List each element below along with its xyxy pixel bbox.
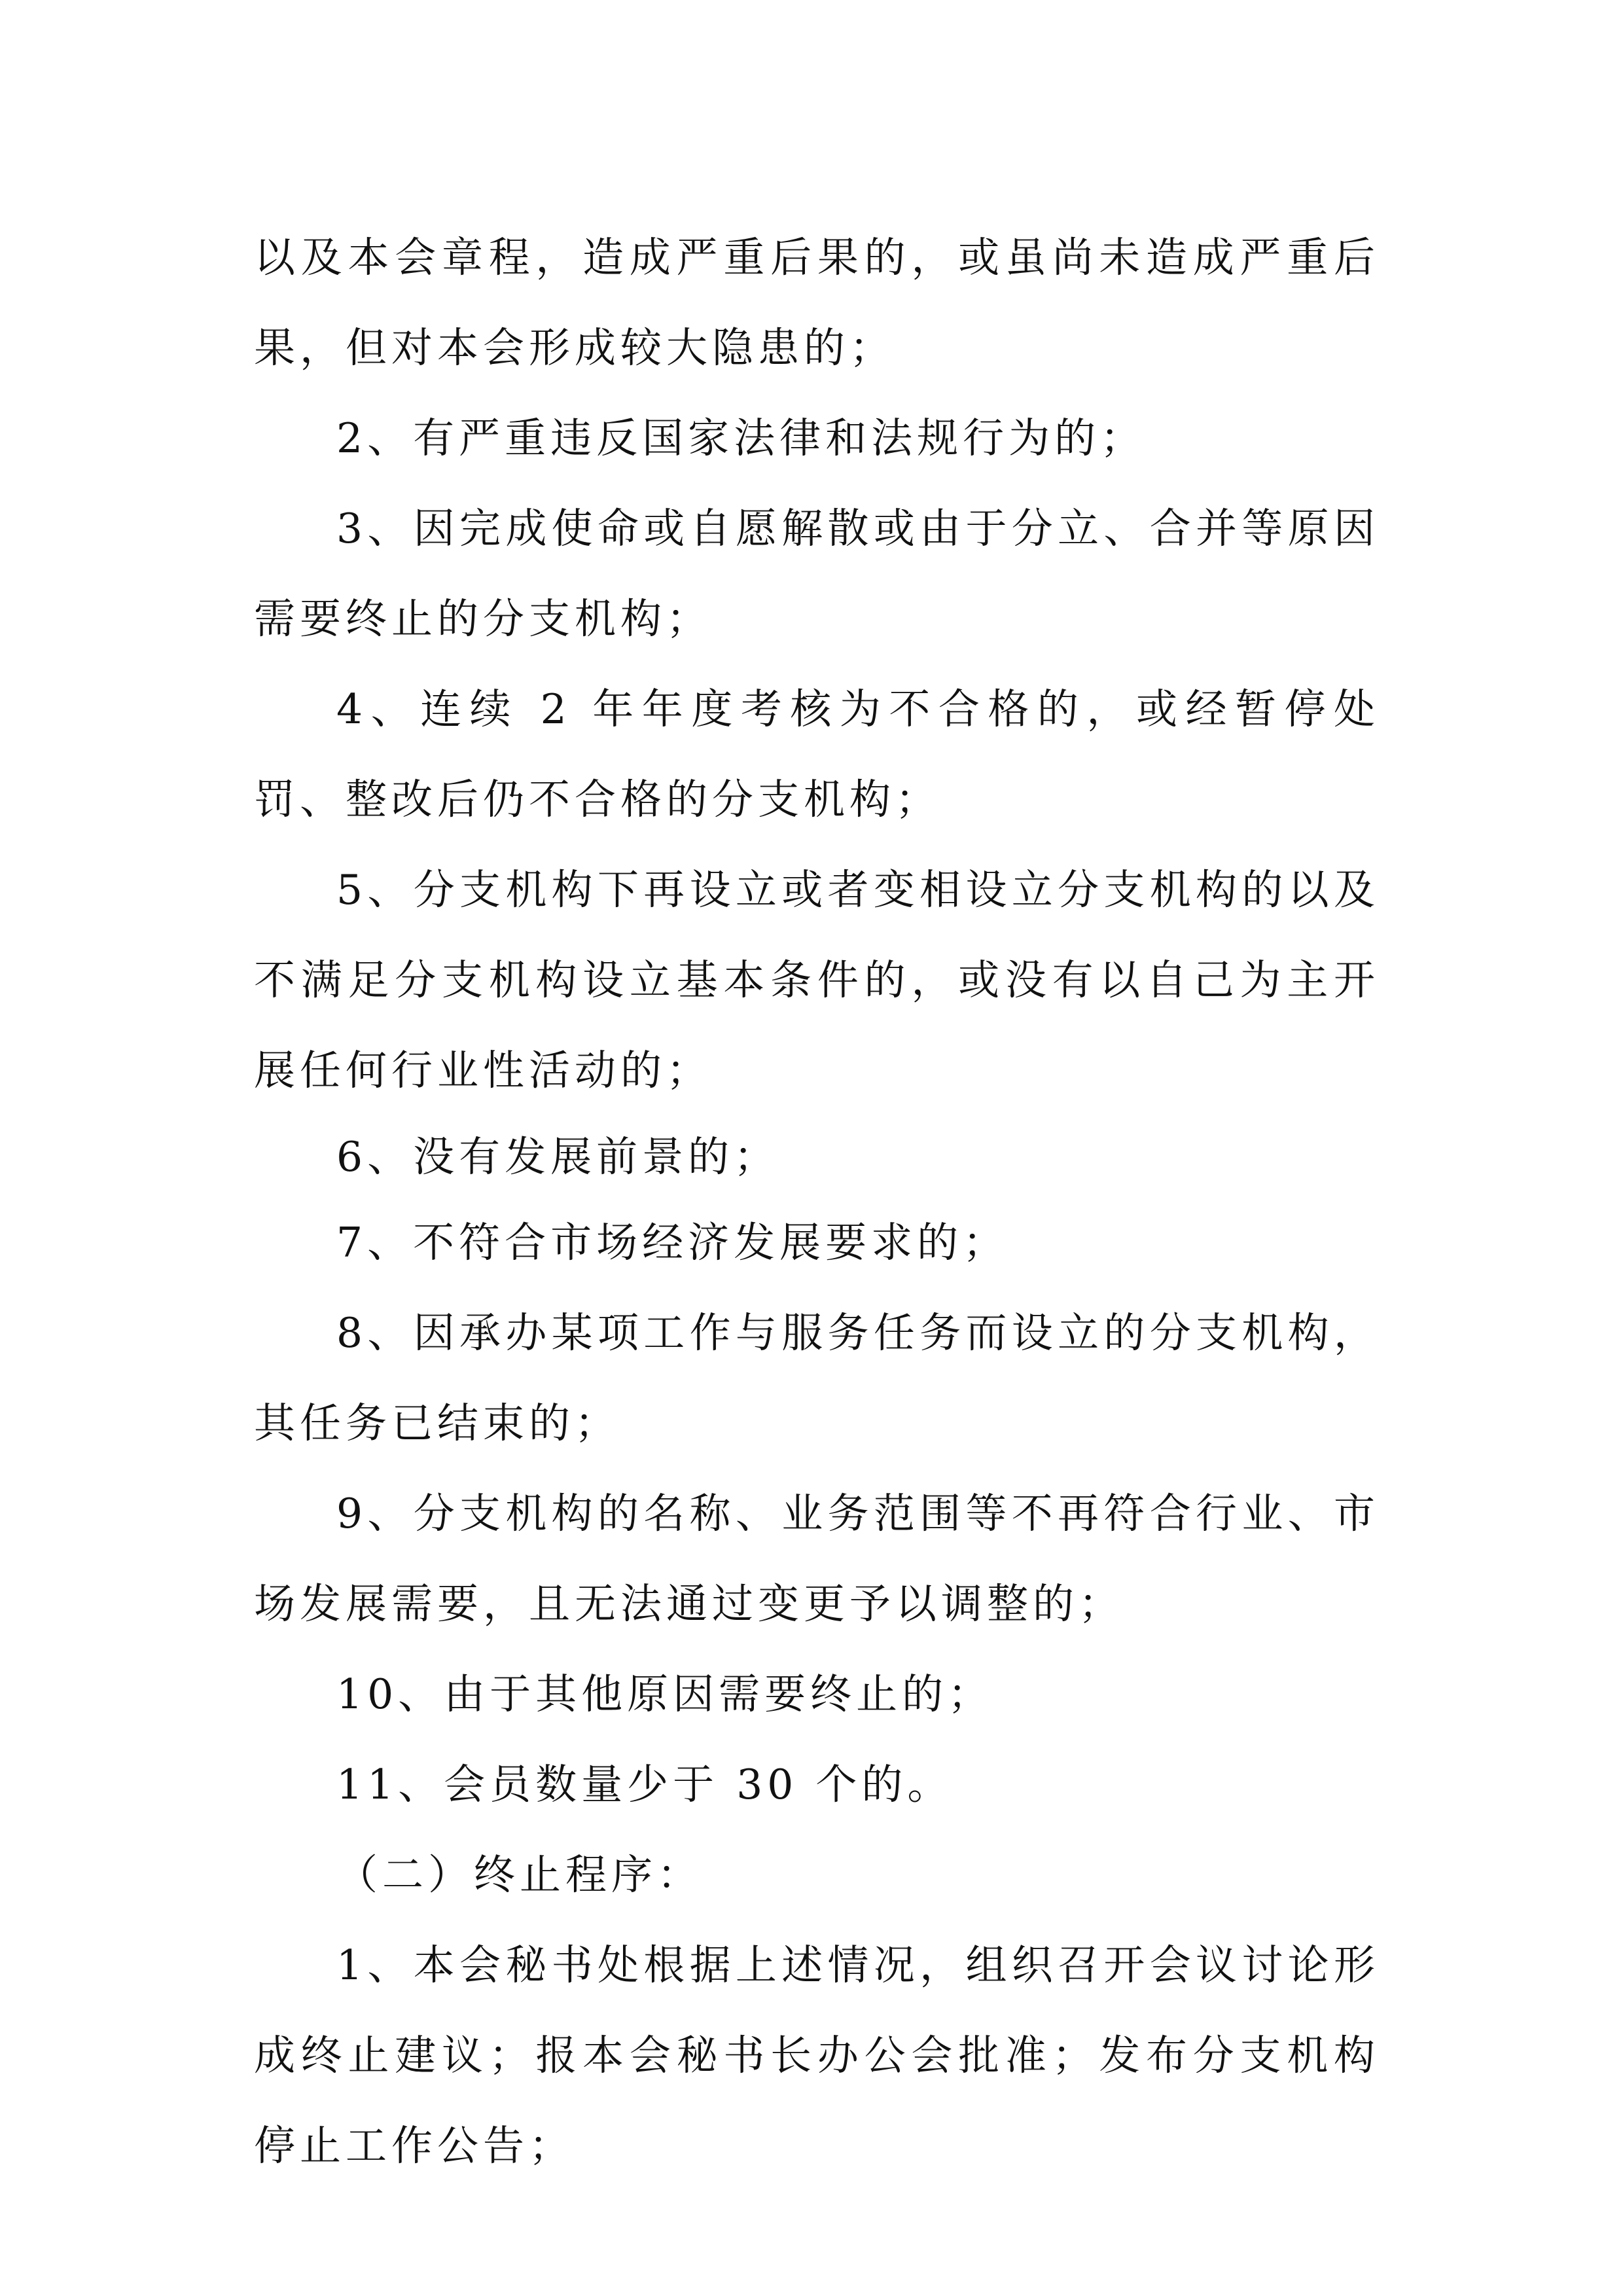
list-item-4: 4、连续 2 年年度考核为不合格的，或经暂停处罚、整改后仍不合格的分支机构； [254,685,1380,823]
list-item-2: 2、有严重违反国家法律和法规行为的； [336,414,1147,462]
list-item-6: 6、没有发展前景的； [336,1133,780,1181]
list-item-11: 11、会员数量少于 30 个的。 [336,1761,954,1808]
section-heading-termination-procedure: （二）终止程序： [336,1851,703,1899]
list-item-10: 10、由于其他原因需要终止的； [336,1670,994,1718]
procedure-item-1: 1、本会秘书处根据上述情况，组织召开会议讨论形成终止建议；报本会秘书长办公会批准；发布分支机构停止工作公告； [254,1941,1380,2170]
list-item-7: 7、不符合市场经济发展要求的； [336,1219,1009,1266]
list-item-8: 8、因承办某项工作与服务任务而设立的分支机构，其任务已结束的； [254,1309,1380,1447]
document-body [254,213,1380,2191]
list-item-5: 5、分支机构下再设立或者变相设立分支机构的以及不满足分支机构设立基本条件的，或没有以自己为主开展任何行业性活动的； [254,866,1380,1094]
list-item-9: 9、分支机构的名称、业务范围等不再符合行业、市场发展需要，且无法通过变更予以调整的； [254,1490,1380,1628]
list-item-3: 3、因完成使命或自愿解散或由于分立、合并等原因需要终止的分支机构； [254,505,1380,643]
paragraph-continuation: 以及本会章程，造成严重后果的，或虽尚未造成严重后果，但对本会形成较大隐患的； [254,234,1380,372]
